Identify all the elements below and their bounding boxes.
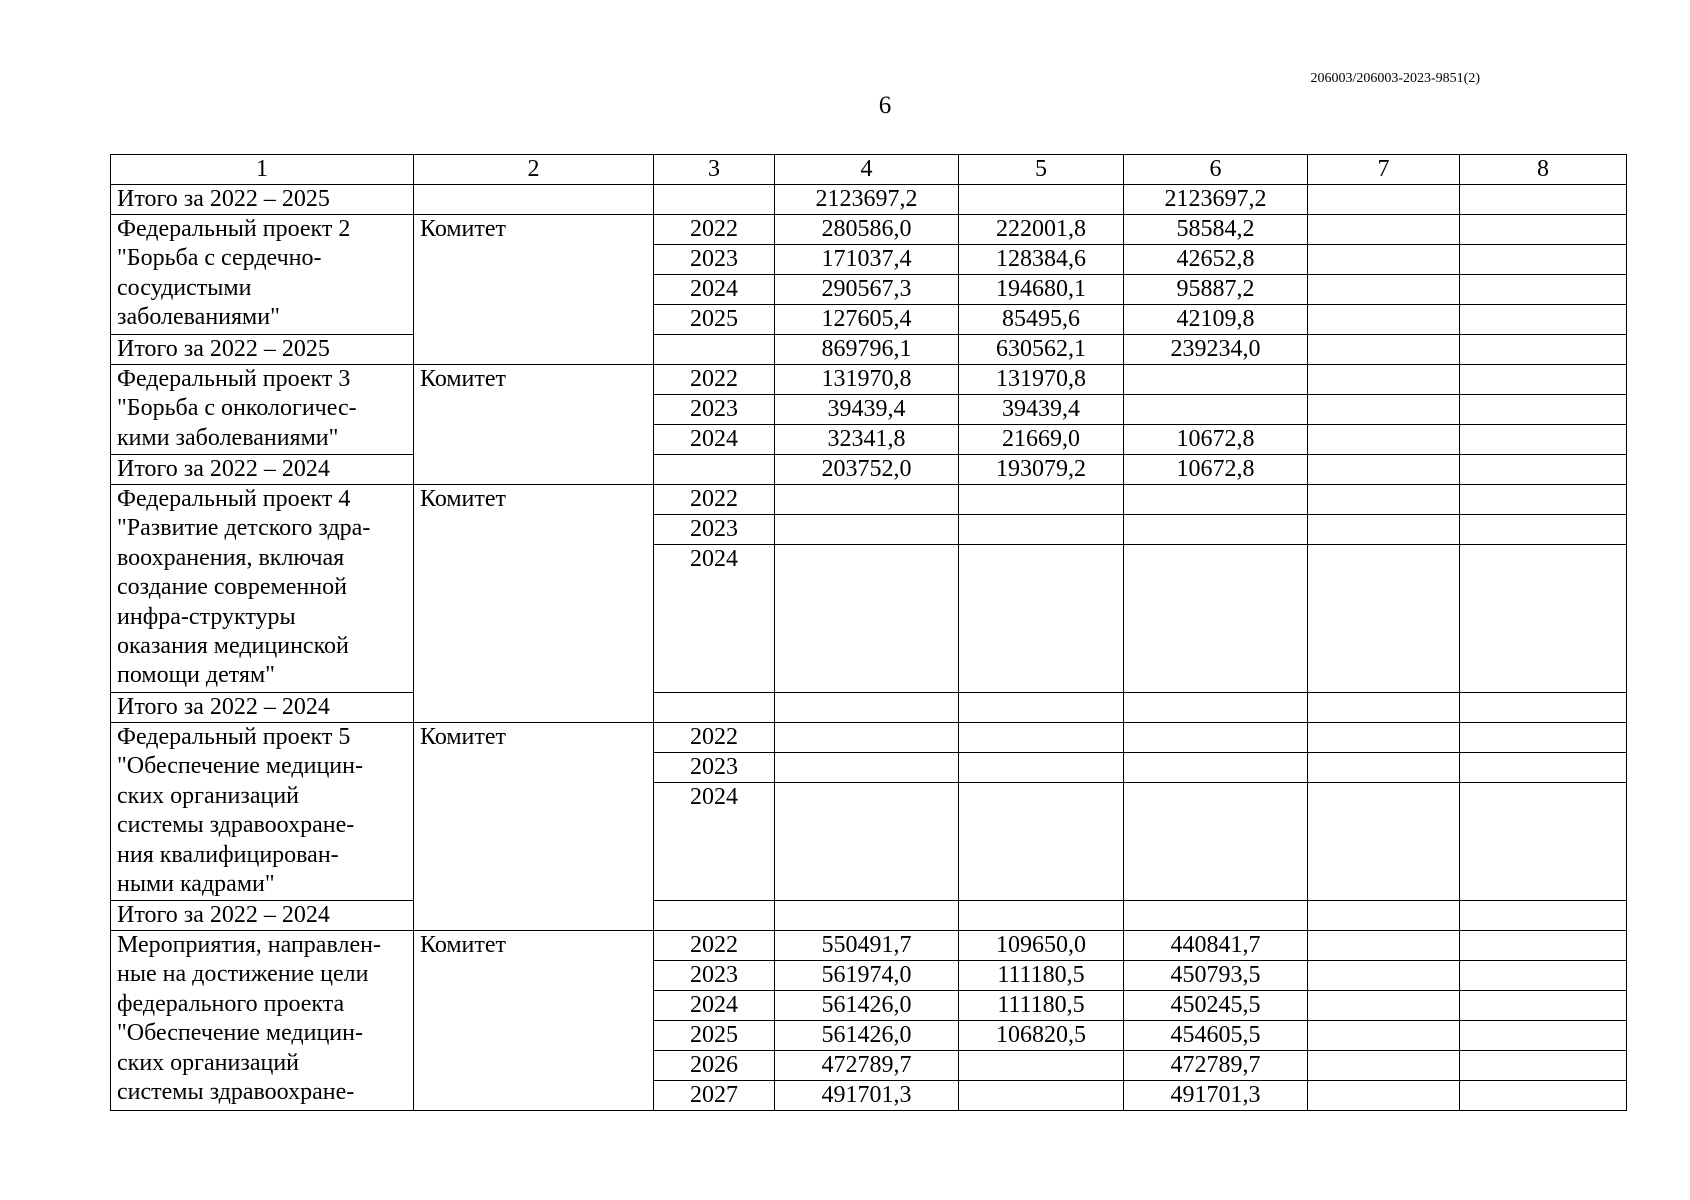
cell-value: 193079,2 xyxy=(959,455,1124,485)
cell-value: 109650,0 xyxy=(959,931,1124,961)
cell-value: 472789,7 xyxy=(775,1051,959,1081)
cell-value xyxy=(959,1081,1124,1111)
cell-value: 491701,3 xyxy=(775,1081,959,1111)
cell-value: 95887,2 xyxy=(1124,275,1308,305)
cell-value: 203752,0 xyxy=(775,455,959,485)
year: 2026 xyxy=(654,1051,775,1081)
year: 2025 xyxy=(654,1021,775,1051)
project-name: Мероприятия, направлен- ные на достижение цели федерального проекта "Обеспечение медицин- ских организаций системы здравоохране- xyxy=(111,931,414,1111)
col-header-7: 7 xyxy=(1308,155,1460,185)
project-name: Федеральный проект 4 "Развитие детского здра- воохранения, включая создание современной инфра-структуры оказания медицинской помощи детям" xyxy=(111,485,414,693)
cell-value: 106820,5 xyxy=(959,1021,1124,1051)
cell-value: 472789,7 xyxy=(1124,1051,1308,1081)
year: 2022 xyxy=(654,365,775,395)
year: 2023 xyxy=(654,395,775,425)
cell-value: 39439,4 xyxy=(775,395,959,425)
cell-value: 111180,5 xyxy=(959,991,1124,1021)
budget-table xyxy=(110,154,1627,1111)
cell-value: 2123697,2 xyxy=(775,185,959,215)
total-label: Итого за 2022 – 2024 xyxy=(111,901,414,931)
header-row xyxy=(111,155,1627,185)
table-row xyxy=(111,485,1627,515)
year: 2022 xyxy=(654,215,775,245)
cell-value: 131970,8 xyxy=(775,365,959,395)
cell-value: 42652,8 xyxy=(1124,245,1308,275)
cell-value: 21669,0 xyxy=(959,425,1124,455)
cell-value: 127605,4 xyxy=(775,305,959,335)
cell-value: 128384,6 xyxy=(959,245,1124,275)
executor: Комитет xyxy=(414,723,654,931)
col-header-5: 5 xyxy=(959,155,1124,185)
cell-value: 171037,4 xyxy=(775,245,959,275)
year: 2023 xyxy=(654,961,775,991)
year: 2024 xyxy=(654,425,775,455)
cell-value: 630562,1 xyxy=(959,335,1124,365)
table-row xyxy=(111,723,1627,753)
total-label: Итого за 2022 – 2025 xyxy=(111,185,414,215)
cell-value: 194680,1 xyxy=(959,275,1124,305)
cell-value: 239234,0 xyxy=(1124,335,1308,365)
cell-value xyxy=(1124,395,1308,425)
table-row xyxy=(111,931,1627,961)
page-number: 6 xyxy=(878,92,892,119)
cell-value: 2123697,2 xyxy=(1124,185,1308,215)
year: 2023 xyxy=(654,245,775,275)
cell-value: 222001,8 xyxy=(959,215,1124,245)
year: 2023 xyxy=(654,515,775,545)
cell-value: 561974,0 xyxy=(775,961,959,991)
cell-value xyxy=(959,185,1124,215)
cell-value: 131970,8 xyxy=(959,365,1124,395)
document-id: 206003/206003-2023-9851(2) xyxy=(1310,71,1480,86)
col-header-4: 4 xyxy=(775,155,959,185)
executor: Комитет xyxy=(414,485,654,723)
table-row xyxy=(111,693,1627,723)
cell-value: 10672,8 xyxy=(1124,455,1308,485)
table-row xyxy=(111,215,1627,245)
cell-value: 550491,7 xyxy=(775,931,959,961)
executor: Комитет xyxy=(414,215,654,365)
cell-value: 450793,5 xyxy=(1124,961,1308,991)
cell-value: 561426,0 xyxy=(775,1021,959,1051)
cell-value: 290567,3 xyxy=(775,275,959,305)
table-row xyxy=(111,185,1627,215)
cell-value xyxy=(1124,365,1308,395)
col-header-6: 6 xyxy=(1124,155,1308,185)
table-row xyxy=(111,901,1627,931)
cell-value: 58584,2 xyxy=(1124,215,1308,245)
year: 2027 xyxy=(654,1081,775,1111)
project-name: Федеральный проект 2 "Борьба с сердечно- сосудистыми заболеваниями" xyxy=(111,215,414,335)
cell-value: 111180,5 xyxy=(959,961,1124,991)
col-header-8: 8 xyxy=(1460,155,1627,185)
table-row xyxy=(111,455,1627,485)
year: 2022 xyxy=(654,485,775,515)
col-header-2: 2 xyxy=(414,155,654,185)
project-name: Федеральный проект 5 "Обеспечение медицин- ских организаций системы здравоохране- ния квалифицирован- ными кадрами" xyxy=(111,723,414,901)
cell-value: 450245,5 xyxy=(1124,991,1308,1021)
table-row xyxy=(111,335,1627,365)
cell-value: 42109,8 xyxy=(1124,305,1308,335)
col-header-3: 3 xyxy=(654,155,775,185)
project-name: Федеральный проект 3 "Борьба с онкологичес- кими заболеваниями" xyxy=(111,365,414,455)
cell-value: 869796,1 xyxy=(775,335,959,365)
year: 2022 xyxy=(654,723,775,753)
cell-value: 454605,5 xyxy=(1124,1021,1308,1051)
total-label: Итого за 2022 – 2024 xyxy=(111,693,414,723)
cell-value: 39439,4 xyxy=(959,395,1124,425)
executor: Комитет xyxy=(414,365,654,485)
cell-value: 491701,3 xyxy=(1124,1081,1308,1111)
cell-value: 10672,8 xyxy=(1124,425,1308,455)
year: 2025 xyxy=(654,305,775,335)
executor: Комитет xyxy=(414,931,654,1111)
cell-value: 85495,6 xyxy=(959,305,1124,335)
table-row xyxy=(111,365,1627,395)
cell-value: 32341,8 xyxy=(775,425,959,455)
cell-value: 561426,0 xyxy=(775,991,959,1021)
cell-value: 280586,0 xyxy=(775,215,959,245)
year: 2024 xyxy=(654,545,775,693)
cell-value: 440841,7 xyxy=(1124,931,1308,961)
col-header-1: 1 xyxy=(111,155,414,185)
year: 2022 xyxy=(654,931,775,961)
total-label: Итого за 2022 – 2025 xyxy=(111,335,414,365)
total-label: Итого за 2022 – 2024 xyxy=(111,455,414,485)
year: 2023 xyxy=(654,753,775,783)
year: 2024 xyxy=(654,991,775,1021)
year: 2024 xyxy=(654,275,775,305)
cell-value xyxy=(959,1051,1124,1081)
year: 2024 xyxy=(654,783,775,901)
